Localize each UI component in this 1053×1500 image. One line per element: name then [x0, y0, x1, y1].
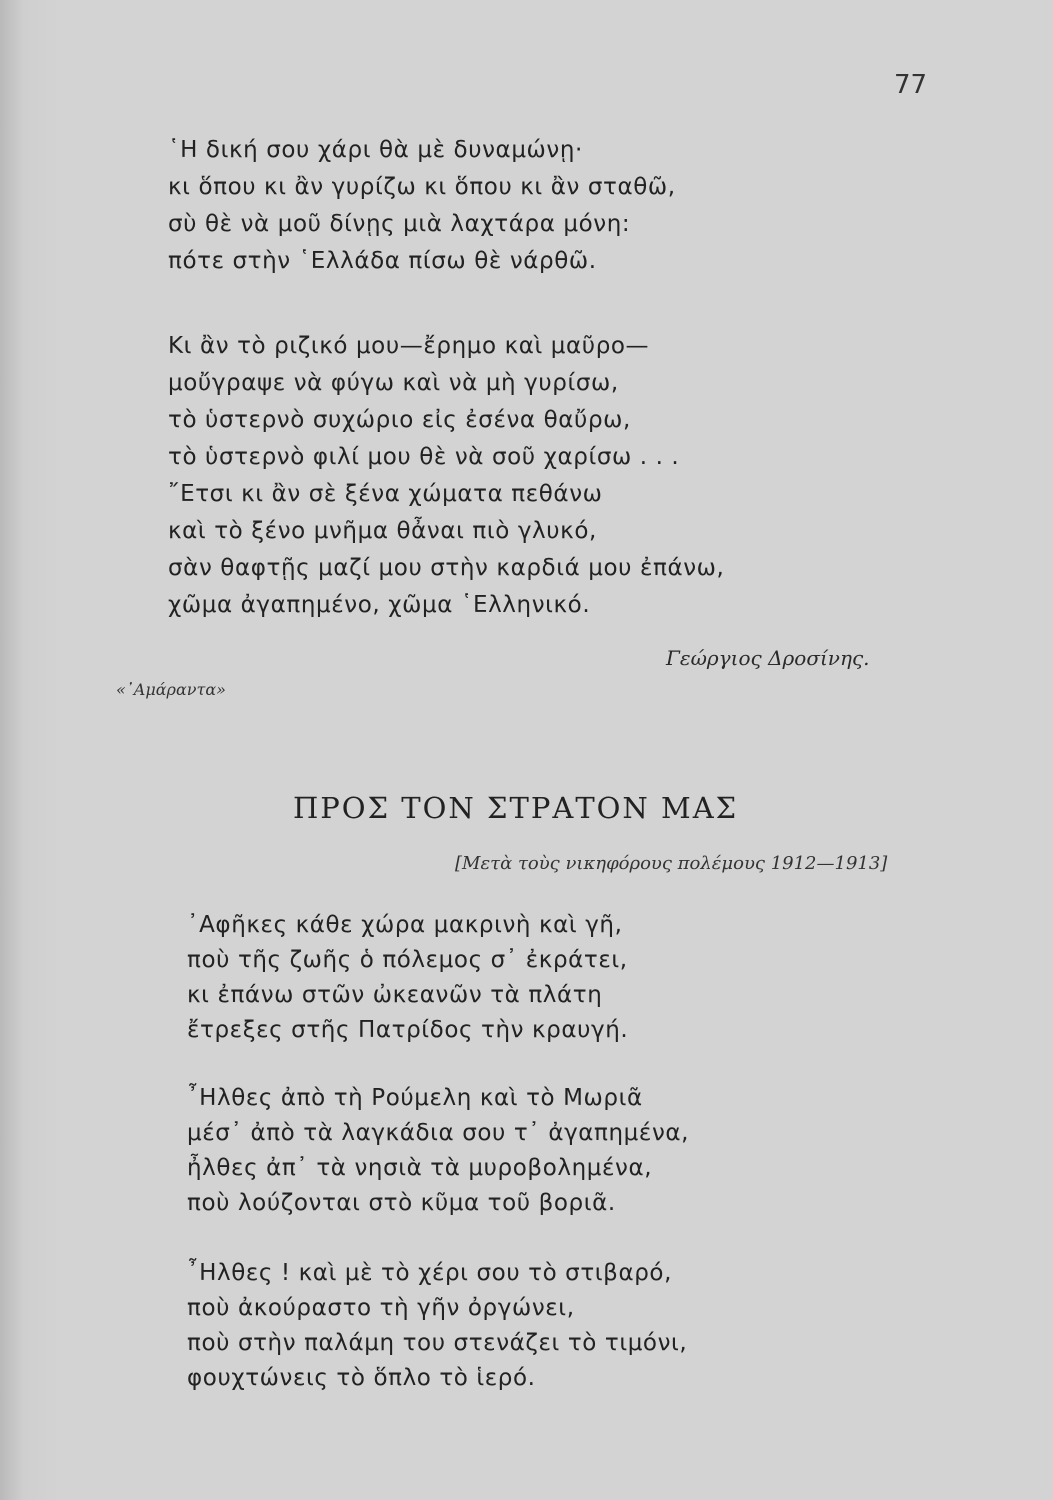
- verse-line: ῾Η δική σου χάρι θὰ μὲ δυναμώνῃ·: [168, 137, 583, 163]
- verse-line: ἦλθες ἀπ᾿ τὰ νησιὰ τὰ μυροβολημένα,: [187, 1155, 653, 1181]
- page-number: 77: [894, 70, 928, 100]
- verse-line: ῎Ετσι κι ἂν σὲ ξένα χώματα πεθάνω: [168, 481, 603, 507]
- verse-line: καὶ τὸ ξένο μνῆμα θἆναι πιὸ γλυκό,: [168, 518, 597, 544]
- verse-line: μέσ᾿ ἀπὸ τὰ λαγκάδια σου τ᾿ ἀγαπημένα,: [187, 1120, 690, 1146]
- poem1-stanza-1: [168, 132, 676, 280]
- verse-line: χῶμα ἀγαπημένο, χῶμα ῾Ελληνικό.: [168, 592, 591, 618]
- poem2-stanza-1: [187, 908, 628, 1048]
- verse-line: τὸ ὑστερνὸ συχώριο εἰς ἐσένα θαὔρω,: [168, 407, 631, 433]
- poem2-stanza-2: [187, 1081, 689, 1221]
- poem-title: ΠΡΟΣ ΤΟΝ ΣΤΡΑΤΟΝ ΜΑΣ: [293, 791, 739, 825]
- verse-line: πότε στὴν ῾Ελλάδα πίσω θὲ νάρθῶ.: [168, 248, 597, 274]
- verse-line: ποὺ ἀκούραστο τὴ γῆν ὀργώνει,: [187, 1295, 575, 1321]
- verse-line: ποὺ τῆς ζωῆς ὁ πόλεμος σ᾿ ἐκράτει,: [187, 947, 628, 973]
- verse-line: μοὔγραψε νὰ φύγω καὶ νὰ μὴ γυρίσω,: [168, 370, 619, 396]
- verse-line: ποὺ στὴν παλάμη του στενάζει τὸ τιμόνι,: [187, 1330, 688, 1356]
- poem2-stanza-3: [187, 1256, 687, 1396]
- verse-line: κι ὅπου κι ἂν γυρίζω κι ὅπου κι ἂν σταθῶ,: [168, 174, 676, 200]
- verse-line: σὺ θὲ νὰ μοῦ δίνῃς μιὰ λαχτάρα μόνη:: [168, 211, 631, 237]
- verse-line: ῏Ηλθες ! καὶ μὲ τὸ χέρι σου τὸ στιβαρό,: [187, 1260, 673, 1286]
- verse-line: ἔτρεξες στῆς Πατρίδος τὴν κραυγή.: [187, 1017, 629, 1043]
- verse-line: φουχτώνεις τὸ ὅπλο τὸ ἱερό.: [187, 1365, 536, 1391]
- verse-line: ῏Ηλθες ἀπὸ τὴ Ρούμελη καὶ τὸ Μωριᾶ: [187, 1085, 643, 1111]
- verse-line: ποὺ λούζονται στὸ κῦμα τοῦ βοριᾶ.: [187, 1190, 616, 1216]
- verse-line: Κι ἂν τὸ ριζικό μου—ἔρημο καὶ μαῦρο—: [168, 333, 650, 359]
- verse-line: κι ἐπάνω στῶν ὠκεανῶν τὰ πλάτη: [187, 982, 603, 1008]
- source-citation: «᾿Αμάραντα»: [116, 680, 226, 699]
- verse-line: ᾿Αφῆκες κάθε χώρα μακρινὴ καὶ γῆ,: [187, 912, 623, 938]
- verse-line: σὰν θαφτῇς μαζί μου στὴν καρδιά μου ἐπάνω,: [168, 555, 725, 581]
- poem-subtitle: [Μετὰ τοὺς νικηφόρους πολέμους 1912—1913]: [455, 853, 888, 874]
- page-binding-shadow: [0, 0, 60, 1500]
- author-signature: Γεώργιος Δροσίνης.: [666, 646, 870, 670]
- verse-line: τὸ ὑστερνὸ φιλί μου θὲ νὰ σοῦ χαρίσω . . .: [168, 444, 680, 470]
- poem1-stanza-2: [168, 328, 724, 624]
